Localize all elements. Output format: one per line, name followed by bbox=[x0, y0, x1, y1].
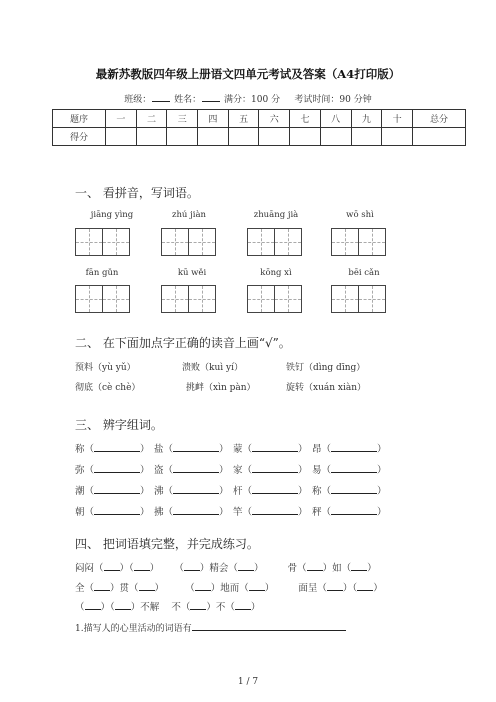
idiom-text: 闷闷（ bbox=[75, 563, 104, 574]
answer-blank[interactable] bbox=[94, 504, 140, 515]
idiom-text: ）（ bbox=[100, 602, 115, 613]
idiom-blank[interactable] bbox=[249, 580, 265, 591]
answer-blank[interactable] bbox=[252, 441, 298, 452]
score-cell[interactable] bbox=[351, 128, 382, 146]
char: 秤 bbox=[312, 507, 322, 518]
answer-blank[interactable] bbox=[331, 441, 377, 452]
answer-blank[interactable] bbox=[252, 462, 298, 473]
page-number: 1 / 7 bbox=[237, 677, 259, 687]
table-cell: 十 bbox=[382, 110, 413, 128]
table-cell: 七 bbox=[290, 110, 321, 128]
answer-blank[interactable] bbox=[94, 441, 140, 452]
char: 杆 bbox=[233, 486, 243, 497]
char-row: 潮（ ） 沸（ ） 杆（ ） 称（ ） bbox=[75, 483, 391, 497]
pinyin-label: kū wěi bbox=[177, 268, 207, 278]
writing-grid[interactable] bbox=[161, 228, 215, 256]
full-score: 满分：100 分 bbox=[224, 95, 281, 105]
question-1 bbox=[75, 620, 346, 634]
idiom-text: ） bbox=[154, 583, 165, 594]
score-table-score-row bbox=[53, 128, 466, 146]
char: 家 bbox=[233, 465, 243, 476]
table-cell: 六 bbox=[259, 110, 290, 128]
pinyin-label: kōng xì bbox=[260, 268, 292, 278]
idiom-text: ） bbox=[250, 602, 261, 613]
table-cell: 题序 bbox=[53, 110, 106, 128]
pinyin-label: wō shì bbox=[346, 210, 374, 220]
tianzi-box[interactable] bbox=[331, 228, 359, 256]
idiom-blank[interactable] bbox=[327, 580, 343, 591]
table-cell: 四 bbox=[198, 110, 229, 128]
page-title: 最新苏教版四年级上册语文四单元考试及答案（A4打印版） bbox=[95, 67, 401, 81]
idiom-blank[interactable] bbox=[190, 599, 206, 610]
score-cell[interactable] bbox=[413, 128, 466, 146]
tianzi-box[interactable] bbox=[188, 228, 216, 256]
char: 潮 bbox=[75, 486, 85, 497]
score-cell[interactable] bbox=[382, 128, 413, 146]
idiom-text: （ bbox=[75, 602, 85, 613]
reading-item[interactable]: 旋转（xuán xiàn） bbox=[286, 383, 367, 393]
writing-grid[interactable] bbox=[331, 228, 385, 256]
char: 盐 bbox=[154, 444, 164, 455]
pinyin-label: zhuāng jià bbox=[253, 210, 299, 220]
reading-item[interactable]: 挑衅（xìn pàn） bbox=[186, 383, 256, 393]
idiom-text: 不（ bbox=[171, 602, 191, 613]
idiom-text: 骨（ bbox=[287, 563, 307, 574]
writing-grid[interactable] bbox=[247, 228, 301, 256]
writing-grid[interactable] bbox=[331, 285, 385, 313]
idiom-blank[interactable] bbox=[238, 560, 254, 571]
answer-blank[interactable] bbox=[173, 504, 219, 515]
section2-heading: 二、 在下面加点字正确的读音上画“√”。 bbox=[75, 336, 291, 350]
writing-grid[interactable] bbox=[75, 285, 129, 313]
pinyin-label: zhú jiàn bbox=[171, 210, 207, 220]
score-cell[interactable] bbox=[136, 128, 167, 146]
tianzi-box[interactable] bbox=[75, 285, 103, 313]
idiom-blank[interactable] bbox=[184, 560, 200, 571]
reading-item[interactable]: 预料（yù yǔ） bbox=[75, 363, 136, 373]
section1-heading: 一、 看拼音，写词语。 bbox=[75, 186, 199, 200]
idiom-text: ）如（ bbox=[322, 563, 352, 574]
idiom-text: ）（ bbox=[342, 583, 358, 594]
char: 竿 bbox=[233, 507, 243, 518]
idiom-blank[interactable] bbox=[115, 599, 131, 610]
tianzi-box[interactable] bbox=[75, 228, 103, 256]
pinyin-label: fān gǔn bbox=[85, 268, 119, 278]
idiom-text: 面呈（ bbox=[298, 583, 327, 594]
table-cell: 得分 bbox=[53, 128, 106, 146]
char-row: 称（ ） 盐（ ） 蒙（ ） 昂（ ） bbox=[75, 441, 391, 455]
exam-info bbox=[0, 92, 496, 105]
question-text: 1.描写人的心里活动的词语有 bbox=[75, 624, 192, 634]
answer-blank[interactable] bbox=[173, 483, 219, 494]
idiom-blank[interactable] bbox=[139, 580, 155, 591]
idiom-text: ） bbox=[367, 563, 377, 574]
tianzi-box[interactable] bbox=[358, 228, 386, 256]
idiom-text: ） bbox=[253, 563, 264, 574]
char: 拂 bbox=[154, 507, 164, 518]
char: 盗 bbox=[154, 465, 164, 476]
writing-grid[interactable] bbox=[247, 285, 301, 313]
writing-grid[interactable] bbox=[75, 228, 129, 256]
char: 朝 bbox=[75, 507, 85, 518]
idiom-blank[interactable] bbox=[357, 580, 373, 591]
score-table bbox=[52, 109, 466, 146]
pinyin-label: bēi cǎn bbox=[348, 268, 380, 278]
idiom-text: （ bbox=[185, 583, 195, 594]
tianzi-box[interactable] bbox=[247, 285, 275, 313]
section3-heading: 三、 辨字组词。 bbox=[75, 418, 163, 432]
char-row: 弥（ ） 盗（ ） 家（ ） 易（ ） bbox=[75, 462, 391, 476]
idiom-text: ） bbox=[149, 563, 160, 574]
writing-grid[interactable] bbox=[161, 285, 215, 313]
section4-heading: 四、 把词语填完整，并完成练习。 bbox=[75, 537, 259, 551]
char: 称 bbox=[312, 486, 322, 497]
score-cell[interactable] bbox=[167, 128, 198, 146]
idiom-text: ）（ bbox=[119, 563, 134, 574]
idiom-text: ） bbox=[373, 583, 383, 594]
answer-blank[interactable] bbox=[173, 462, 219, 473]
idiom-text: （ bbox=[174, 563, 184, 574]
answer-blank[interactable] bbox=[94, 462, 140, 473]
idiom-blank[interactable] bbox=[104, 560, 120, 571]
idiom-text: ） bbox=[264, 583, 275, 594]
idiom-blank[interactable] bbox=[351, 560, 367, 571]
idiom-blank[interactable] bbox=[195, 580, 211, 591]
answer-blank[interactable] bbox=[252, 504, 298, 515]
score-cell[interactable] bbox=[106, 128, 137, 146]
score-cell[interactable] bbox=[228, 128, 259, 146]
idiom-blank[interactable] bbox=[307, 560, 323, 571]
char: 蒙 bbox=[233, 444, 243, 455]
tianzi-box[interactable] bbox=[161, 228, 189, 256]
answer-blank[interactable] bbox=[331, 504, 377, 515]
char-row: 朝（ ） 拂（ ） 竿（ ） 秤（ ） bbox=[75, 504, 391, 518]
score-cell[interactable] bbox=[320, 128, 351, 146]
table-cell: 五 bbox=[228, 110, 259, 128]
idiom-text: 全（ bbox=[75, 583, 95, 594]
name-label: 姓名： bbox=[174, 95, 202, 105]
answer-blank[interactable] bbox=[94, 483, 140, 494]
table-cell: 八 bbox=[320, 110, 351, 128]
tianzi-box[interactable] bbox=[274, 285, 302, 313]
char: 昂 bbox=[312, 444, 322, 455]
idiom-line bbox=[75, 580, 383, 594]
tianzi-box[interactable] bbox=[161, 285, 189, 313]
idiom-text: ）不（ bbox=[206, 602, 235, 613]
score-table-header-row bbox=[53, 110, 466, 128]
tianzi-box[interactable] bbox=[247, 228, 275, 256]
answer-blank[interactable] bbox=[252, 483, 298, 494]
tianzi-box[interactable] bbox=[358, 285, 386, 313]
char: 易 bbox=[312, 465, 322, 476]
tianzi-box[interactable] bbox=[102, 285, 130, 313]
idiom-blank[interactable] bbox=[85, 599, 101, 610]
idiom-line bbox=[75, 599, 260, 613]
tianzi-box[interactable] bbox=[331, 285, 359, 313]
idiom-text: ）不解 bbox=[130, 602, 160, 613]
answer-blank[interactable] bbox=[173, 441, 219, 452]
tianzi-box[interactable] bbox=[102, 228, 130, 256]
table-cell: 总分 bbox=[413, 110, 466, 128]
idiom-blank[interactable] bbox=[235, 599, 251, 610]
reading-item[interactable]: 溃败（kuì yí） bbox=[182, 363, 243, 373]
idiom-blank[interactable] bbox=[94, 580, 110, 591]
score-cell[interactable] bbox=[259, 128, 290, 146]
tianzi-box[interactable] bbox=[274, 228, 302, 256]
reading-item[interactable]: 彻底（cè chè） bbox=[75, 383, 141, 393]
idiom-blank[interactable] bbox=[134, 560, 150, 571]
exam-time: 考试时间：90 分钟 bbox=[294, 95, 372, 105]
pinyin-label: jiāng yìng bbox=[90, 210, 134, 220]
char: 沸 bbox=[154, 486, 164, 497]
class-label: 班级： bbox=[124, 95, 152, 105]
idiom-text: ）精会（ bbox=[199, 563, 238, 574]
score-cell[interactable] bbox=[290, 128, 321, 146]
score-cell[interactable] bbox=[198, 128, 229, 146]
class-blank bbox=[152, 92, 170, 102]
table-cell: 三 bbox=[167, 110, 198, 128]
idiom-line bbox=[75, 560, 377, 574]
tianzi-box[interactable] bbox=[188, 285, 216, 313]
answer-blank[interactable] bbox=[331, 462, 377, 473]
char: 弥 bbox=[75, 465, 85, 476]
idiom-text: ）地而（ bbox=[210, 583, 249, 594]
table-cell: 九 bbox=[351, 110, 382, 128]
char: 称 bbox=[75, 444, 85, 455]
reading-item[interactable]: 铁钉（dìng dīng） bbox=[286, 363, 366, 373]
answer-blank[interactable] bbox=[331, 483, 377, 494]
idiom-text: ）贯（ bbox=[110, 583, 139, 594]
answer-line[interactable] bbox=[192, 620, 346, 631]
name-blank bbox=[202, 92, 220, 102]
table-cell: 一 bbox=[106, 110, 137, 128]
table-cell: 二 bbox=[136, 110, 167, 128]
